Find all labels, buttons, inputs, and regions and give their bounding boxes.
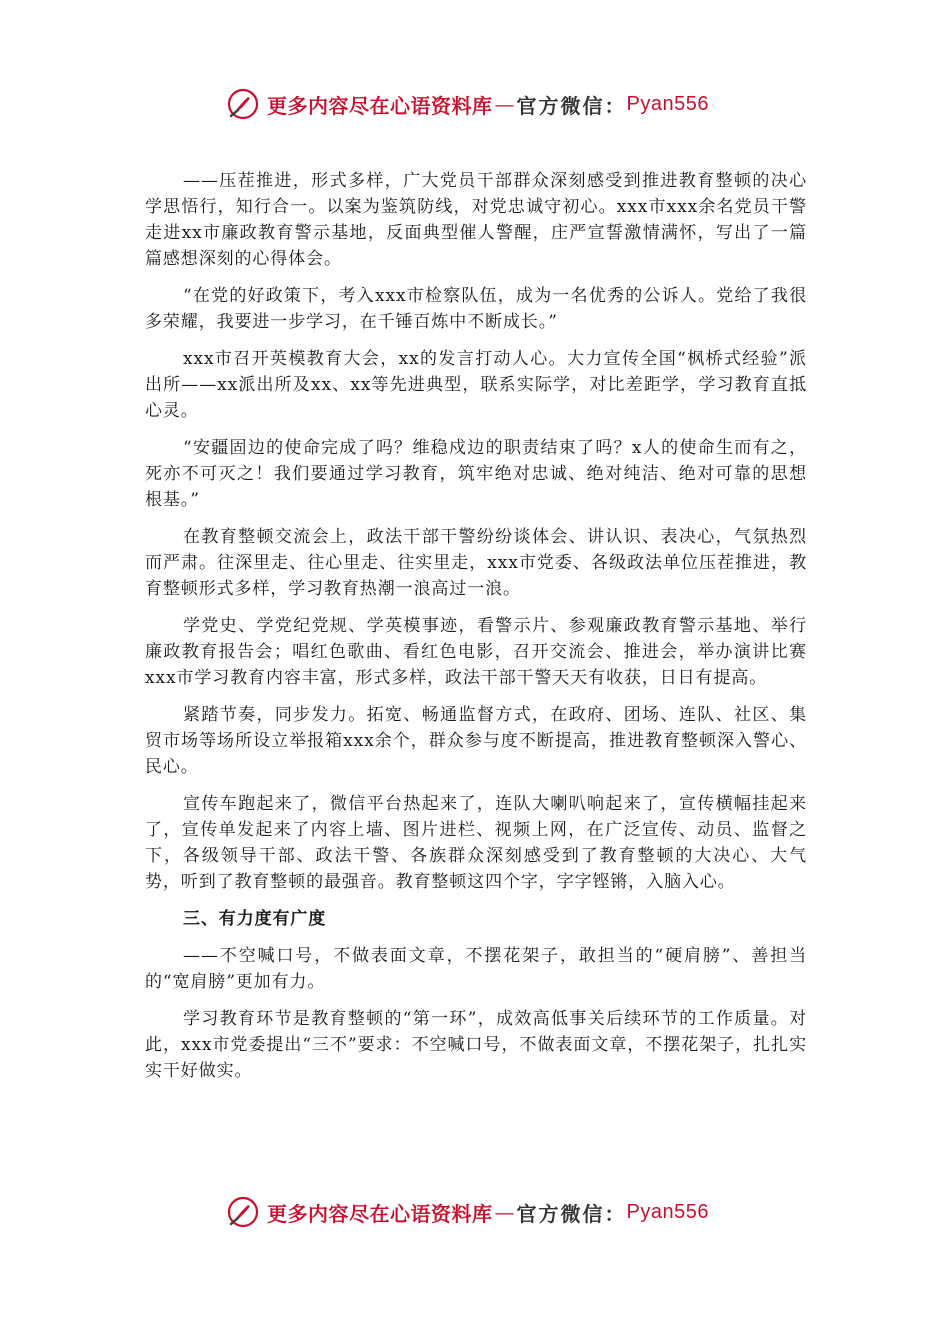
paragraph-1: ——压茬推进，形式多样，广大党员干部群众深刻感受到推进教育整顿的决心学思悟行，知行合一。以案为鉴筑防线，对党忠诚守初心。xxx市xxx余名党员干警走进xx市廉政教育警示基地，反面典型催人警醒，庄严宣誓激情满怀，写出了一篇篇感想深刻的心得体会。: [145, 171, 807, 269]
banner-main-text: 更多内容尽在心语资料库: [267, 93, 493, 118]
banner-wechat-handle: Pyan556: [626, 92, 709, 115]
banner-wechat-handle: Pyan556: [626, 1200, 709, 1223]
banner-wechat-label: 官方微信：: [516, 93, 627, 118]
paragraph-8: 宣传车跑起来了，微信平台热起来了，连队大喇叭响起来了，宣传横幅挂起来了，宣传单发起来了内容上墙、图片进栏、视频上网，在广泛宣传、动员、监督之下，各级领导干部、政法干警、各族群众深刻感受到了教育整顿的大决心、大气势，听到了教育整顿的最强音。教育整顿这四个字，字字铿锵，入脑入心。: [145, 794, 807, 892]
paragraph-3: xxx市召开英模教育大会，xx的发言打动人心。大力宣传全国“枫桥式经验”派出所——xx派出所及xx、xx等先进典型，联系实际学，对比差距学，学习教育直抵心灵。: [145, 349, 807, 421]
header-banner: [225, 84, 709, 124]
paragraph-6: 学党史、学党纪党规、学英模事迹，看警示片、参观廉政教育警示基地、举行廉政教育报告会；唱红色歌曲、看红色电影，召开交流会、推进会，举办演讲比赛xxx市学习教育内容丰富，形式多样，政法干部干警天天有收获，日日有提高。: [145, 616, 807, 688]
footer-banner: [225, 1192, 709, 1232]
paragraph-5: 在教育整顿交流会上，政法干部干警纷纷谈体会、讲认识、表决心，气氛热烈而严肃。往深里走、往心里走、往实里走，xxx市党委、各级政法单位压茬推进，教育整顿形式多样，学习教育热潮一浪高过一浪。: [145, 527, 807, 599]
paragraph-9: ——不空喊口号，不做表面文章，不摆花架子，敢担当的“硬肩膀”、善担当的“宽肩膀”更加有力。: [145, 946, 807, 992]
quill-logo-icon: [225, 1194, 261, 1230]
paragraph-10: 学习教育环节是教育整顿的“第一环”，成效高低事关后续环节的工作质量。对此，xxx市党委提出“三不”要求：不空喊口号，不做表面文章，不摆花架子，扎扎实实干好做实。: [145, 1009, 807, 1081]
paragraph-2: “在党的好政策下，考入xxx市检察队伍，成为一名优秀的公诉人。党给了我很多荣耀，我要进一步学习，在千锤百炼中不断成长。”: [145, 286, 807, 332]
banner-main-text: 更多内容尽在心语资料库: [267, 1201, 493, 1226]
banner-dash: —: [494, 1200, 515, 1224]
quill-logo-icon: [225, 86, 261, 122]
section-heading: 三、有力度有广度: [183, 909, 327, 929]
paragraph-7: 紧踏节奏，同步发力。拓宽、畅通监督方式，在政府、团场、连队、社区、集贸市场等场所设立举报箱xxx余个，群众参与度不断提高，推进教育整顿深入警心、民心。: [145, 705, 807, 777]
banner-dash: —: [494, 92, 515, 116]
document-body: [145, 168, 807, 1095]
banner-wechat-label: 官方微信：: [516, 1201, 627, 1226]
paragraph-4: “安疆固边的使命完成了吗？维稳戍边的职责结束了吗？x人的使命生而有之，死亦不可灭之！我们要通过学习教育，筑牢绝对忠诚、绝对纯洁、绝对可靠的思想根基。”: [145, 438, 807, 510]
